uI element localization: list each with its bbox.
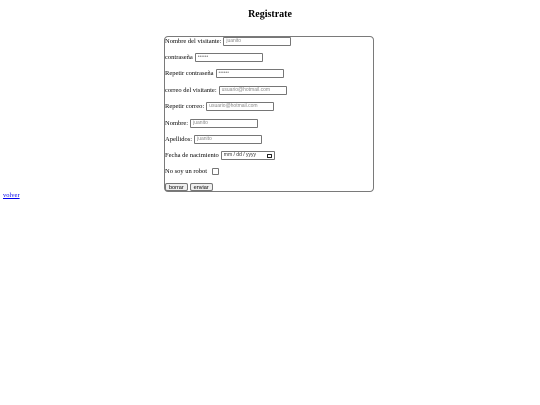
visitor-name-label: Nombre del visitante: [165,38,222,45]
password-row [165,53,263,62]
repeat-email-input[interactable]: usuario@hotmail.com [206,102,274,111]
visitor-name-input[interactable]: juanito [223,37,291,46]
submit-button[interactable]: enviar [190,183,213,191]
not-robot-checkbox[interactable] [212,168,219,175]
first-name-label: Nombre: [165,120,189,127]
last-name-row [165,135,262,144]
first-name-input[interactable]: juanito [190,119,258,128]
password-input[interactable]: •••••• [195,53,263,62]
birth-date-row [165,151,275,160]
calendar-icon[interactable] [267,154,272,158]
visitor-name-row [165,37,291,46]
visitor-email-label: correo del visitante: [165,87,217,94]
not-robot-row [165,168,219,175]
reset-button[interactable]: borrar [165,183,188,191]
birth-date-placeholder: mm / dd / yyyy [223,152,257,158]
registration-form [164,36,374,192]
birth-date-input[interactable] [221,151,275,160]
repeat-password-input[interactable]: •••••• [216,69,284,78]
repeat-password-label: Repetir contraseña [165,70,214,77]
last-name-input[interactable]: juanito [194,135,262,144]
last-name-label: Apellidos: [165,136,193,143]
page-title: Registrate [248,9,292,20]
visitor-email-row [165,86,287,95]
repeat-password-row [165,69,284,78]
password-label: contraseña [165,54,193,61]
first-name-row [165,119,258,128]
form-buttons-row [165,183,215,191]
back-link[interactable]: volver [3,192,20,199]
visitor-email-input[interactable]: usuario@hotmail.com [219,86,287,95]
not-robot-label: No soy un robot [165,168,208,175]
repeat-email-label: Repetir correo: [165,103,205,110]
birth-date-label: Fecha de nacimiento [165,152,219,159]
repeat-email-row [165,102,274,111]
